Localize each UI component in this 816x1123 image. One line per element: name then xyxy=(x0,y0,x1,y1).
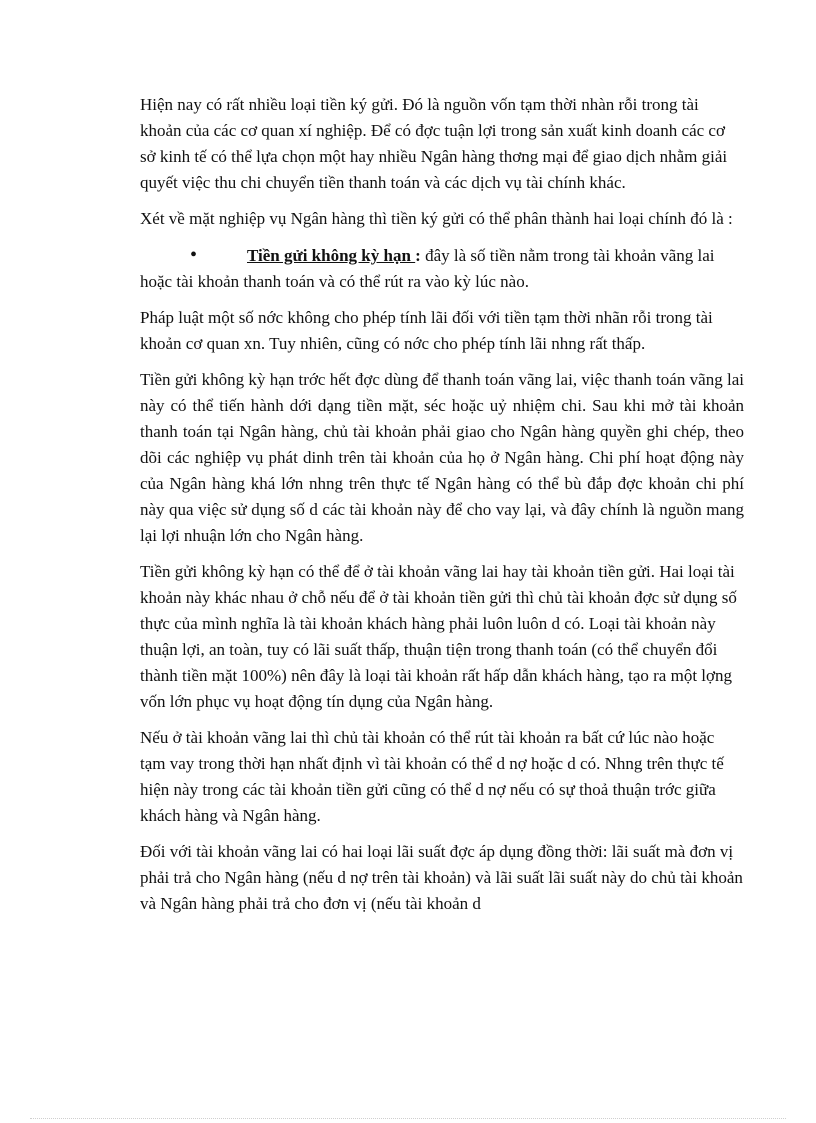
paragraph-law: Pháp luật một số nớc không cho phép tính lãi đối với tiền tạm thời nhãn rỗi trong tài khoản cơ quan xn. Tuy nhiên, cũng có nớc cho phép tính lãi nhng rất thấp. xyxy=(140,308,713,353)
bullet-item xyxy=(140,242,744,295)
paragraph-interest: Đối với tài khoản vãng lai có hai loại lãi suất đợc áp dụng đồng thời: lãi suất mà đơn vị phải trả cho Ngân hàng (nếu d nợ trên tài khoản) và lãi suất lãi suất này do chủ tài khoản và Ngân hàng phải trả cho đơn vị (nếu tài khoản d xyxy=(140,842,743,913)
paragraph-classification: Xét về mặt nghiệp vụ Ngân hàng thì tiền ký gửi có thể phân thành hai loại chính đó là : xyxy=(140,209,733,228)
bullet-text: đây là số tiền nằm trong tài khoản vãng lai hoặc tài khoản thanh toán và có thể rút ra vào kỳ lúc nào. xyxy=(140,246,715,291)
bullet-term: Tiền gửi không kỳ hạn xyxy=(247,246,416,265)
document-body xyxy=(140,92,744,927)
bullet-icon xyxy=(140,242,247,269)
paragraph-intro: Hiện nay có rất nhiều loại tiền ký gửi. Đó là nguồn vốn tạm thời nhàn rỗi trong tài khoản của các cơ quan xí nghiệp. Để có đợc tuận lợi trong sản xuất kinh doanh các cơ sở kinh tế có thể lựa chọn một hay nhiều Ngân hàng thơng mại để giao dịch nhằm giải quyết việc thu chi chuyển tiền thanh toán và các dịch vụ tài chính khác. xyxy=(140,95,728,192)
paragraph-current-account: Nếu ở tài khoản vãng lai thì chủ tài khoản có thể rút tài khoản ra bất cứ lúc nào hoặc tạm vay trong thời hạn nhất định vì tài khoản có thể d nợ hoặc d có. Nhng trên thực tế hiện này trong các tài khoản tiền gửi cũng có thể d nợ nếu có sự thoả thuận trớc giữa khách hàng và Ngân hàng. xyxy=(140,728,724,825)
page-bottom-divider xyxy=(30,1118,786,1119)
paragraph-payment: Tiền gửi không kỳ hạn trớc hết đợc dùng để thanh toán vãng lai, việc thanh toán vãng lai này có thể tiến hành dới dạng tiền mặt, séc hoặc uỷ nhiệm chi. Sau khi mở tài khoản thanh toán tại Ngân hàng, chủ tài khoản phải giao cho Ngân hàng quyền ghi chép, theo dõi các nghiệp vụ phát dinh trên tài khoản của họ ở Ngân hàng. Chi phí hoạt động này của Ngân hàng khá lớn nhng trên thực tế Ngân hàng có thể bù đắp đợc khoản chi phí này qua việc sử dụng số d các tài khoản này để cho vay lại, và đây chính là nguồn mang lại lợi nhuận lớn cho Ngân hàng. xyxy=(140,370,744,545)
paragraph-accounts: Tiền gửi không kỳ hạn có thể để ở tài khoản vãng lai hay tài khoản tiền gửi. Hai loại tài khoản này khác nhau ở chỗ nếu để ở tài khoản tiền gửi thì chủ tài khoản đợc sử dụng số thực của mình nghĩa là tài khoản khách hàng phải luôn luôn d có. Loại tài khoản này thuận lợi, an toàn, tuy có lãi suất thấp, thuận tiện trong thanh toán (có thể chuyển đổi thành tiền mặt 100%) nên đây là loại tài khoản rất hấp dẫn khách hàng, tạo ra một lợng vốn lớn phục vụ hoạt động tín dụng của Ngân hàng. xyxy=(140,562,737,711)
bullet-colon: : xyxy=(415,246,421,265)
